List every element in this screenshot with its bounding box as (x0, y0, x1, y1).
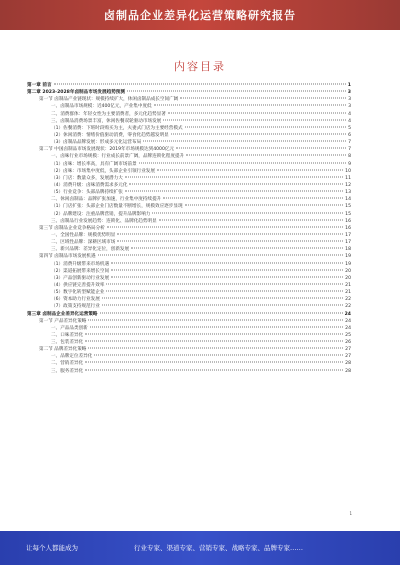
toc-entry-row[interactable] (27, 103, 351, 110)
toc-entry-page: 28 (345, 368, 351, 374)
toc-entry-row[interactable] (27, 189, 351, 196)
toc-dot-leader (54, 84, 346, 85)
toc-dot-leader (159, 219, 343, 220)
toc-entry-page: 14 (345, 197, 351, 203)
toc-entry-label: （1）门店扩张：头部企业门店数量不断增长，规模效应逐步显现 (51, 204, 183, 210)
toc-entry-label: 第一章 前言 (27, 83, 52, 88)
toc-entry-row[interactable] (27, 253, 351, 260)
toc-entry-row[interactable] (27, 153, 351, 160)
report-title: 卤制品企业差异化运营策略研究报告 (104, 9, 296, 22)
toc-entry-label: （4）消费升级：卤味消费需求多元化 (51, 182, 128, 188)
toc-entry-row[interactable] (27, 182, 351, 189)
toc-entry-row[interactable] (27, 146, 351, 153)
toc-entry-page: 12 (345, 182, 351, 188)
toc-entry-label: 三、包装差异化 (51, 340, 84, 346)
toc-entry-label: 二、营销差异化 (51, 361, 84, 367)
toc-dot-leader (85, 369, 343, 370)
toc-entry-page: 19 (345, 254, 351, 260)
footer-bar (0, 531, 400, 565)
toc-entry-label: （3）门店：数量众多，发展潜力大 (51, 175, 123, 181)
toc-entry-row[interactable] (27, 353, 351, 360)
toc-entry-page: 3 (347, 90, 351, 96)
toc-entry-page: 27 (345, 347, 351, 353)
toc-dot-leader (185, 126, 347, 127)
toc-dot-leader (102, 305, 343, 306)
toc-entry-page: 6 (348, 132, 351, 138)
header-bar (0, 0, 400, 30)
toc-dot-leader (186, 155, 346, 156)
toc-entry-page: 26 (345, 340, 351, 346)
toc-entry-label: （1）卤味：增长率高，具有广阔市场前景 (51, 161, 137, 167)
toc-entry-page: 24 (345, 318, 351, 324)
toc-entry-row[interactable] (27, 339, 351, 346)
toc-entry-label: （1）消费升级带来市场机遇 (51, 261, 110, 267)
toc-dot-leader (163, 119, 346, 120)
toc-dot-leader (125, 176, 343, 177)
toc-entry-label: （6）资本助力行业发展 (51, 297, 100, 303)
toc-entry-page: 3 (348, 97, 351, 103)
toc-entry-label: （2）卤味：市场集中度低，头部企业引领行业发展 (51, 168, 155, 174)
toc-entry-row[interactable] (27, 289, 351, 296)
toc-entry-label: （3）卤制品品牌发展：形成多元化运营布局 (51, 140, 142, 146)
toc-dot-leader (157, 169, 343, 170)
toc-entry-page: 28 (345, 361, 351, 367)
toc-entry-label: 三、服务差异化 (51, 368, 84, 374)
toc-entry-row[interactable] (27, 275, 351, 282)
toc-entry-label: 三、新兴品牌：差异化定位，创新发展 (51, 247, 130, 253)
toc-entry-page: 1 (347, 83, 351, 88)
toc-dot-leader (176, 148, 346, 149)
toc-entry-label: 第一节 卤制品产业链现状：规模持续扩大，休闲卤制品成长空间广阔 (39, 97, 179, 103)
toc-entry-page: 18 (345, 247, 351, 253)
toc-entry-label: 第二节 中国卤制品市场发展现状：2019年市场规模达到4000亿元 (39, 147, 175, 153)
toc-entry-label: 第二章 2023-2028年卤制品市场发展趋势预测 (27, 90, 125, 96)
toc-dot-leader (180, 98, 346, 99)
toc-entry-page: 7 (348, 140, 351, 146)
toc-entry-row[interactable] (27, 261, 351, 268)
toc-dot-leader (125, 191, 343, 192)
toc-dot-leader (127, 91, 346, 92)
toc-entry-page: 10 (345, 168, 351, 174)
toc-dot-leader (100, 312, 343, 313)
toc-entry-page: 25 (345, 332, 351, 338)
toc-entry-row[interactable] (27, 246, 351, 253)
toc-entry-page: 21 (345, 282, 351, 288)
toc-entry-row[interactable] (27, 303, 351, 310)
toc-entry-label: 二、区域性品牌：深耕区域市场 (51, 240, 116, 246)
toc-entry-row[interactable] (27, 282, 351, 289)
toc-dot-leader (98, 255, 344, 256)
toc-entry-label: （5）行业竞争：头部品牌持续扩张 (51, 190, 123, 196)
toc-entry-label: 第一节 产品差异化策略 (39, 318, 87, 324)
footer-tagline: 行业专家、渠道专家、营销专家、战略专家、品牌专家…… (134, 544, 303, 552)
toc-entry-page: 20 (345, 275, 351, 281)
toc-dot-leader (152, 212, 343, 213)
toc-entry-row[interactable] (27, 125, 351, 132)
toc-dot-leader (88, 348, 343, 349)
toc-entry-row[interactable] (27, 132, 351, 139)
toc-entry-label: （1）佐餐消费：下班时段购买为主，夫妻式门店为主要经营模式 (51, 125, 183, 131)
toc-dot-leader (154, 105, 346, 106)
toc-entry-row[interactable] (27, 318, 351, 325)
toc-entry-row[interactable] (27, 203, 351, 210)
toc-dot-leader (117, 233, 343, 234)
toc-entry-row[interactable] (27, 175, 351, 182)
toc-entry-label: 一、卤制品市场规模：近400亿元，产业集中度低 (51, 104, 152, 110)
toc-dot-leader (129, 183, 343, 184)
toc-entry-row[interactable] (27, 111, 351, 118)
page-number: 1 (349, 511, 352, 516)
toc-chapter-row[interactable] (27, 82, 351, 89)
table-of-contents (27, 82, 351, 375)
toc-entry-page: 24 (345, 325, 351, 331)
toc-entry-label: （2）品牌建设：注重品牌营销，提升品牌影响力 (51, 211, 151, 217)
toc-entry-page: 11 (345, 175, 351, 181)
toc-entry-label: 第四节 卤制品市场发展机遇 (39, 254, 96, 260)
toc-entry-page: 22 (345, 297, 351, 303)
toc-entry-page: 22 (345, 304, 351, 310)
toc-entry-label: （2）渠道拓展带来增长空间 (51, 268, 110, 274)
toc-entry-page: 7 (348, 147, 351, 153)
toc-dot-leader (85, 341, 343, 342)
toc-dot-leader (94, 355, 343, 356)
toc-entry-page: 21 (345, 290, 351, 296)
toc-entry-row[interactable] (27, 232, 351, 239)
toc-entry-page: 8 (348, 154, 351, 160)
toc-dot-leader (106, 283, 343, 284)
toc-entry-label: 第二节 品牌差异化策略 (39, 347, 87, 353)
toc-entry-page: 4 (348, 118, 351, 124)
toc-entry-label: （4）供应链完善提升效率 (51, 282, 105, 288)
toc-entry-label: 第三节 卤制品企业竞争格局分析 (39, 225, 105, 231)
toc-dot-leader (102, 298, 343, 299)
toc-dot-leader (111, 262, 343, 263)
toc-entry-label: 一、卤味行业市场规模：行业成长前景广阔，品牌连锁化程度提升 (51, 154, 185, 160)
toc-entry-page: 5 (348, 125, 351, 131)
toc-dot-leader (85, 333, 343, 334)
toc-chapter-row[interactable] (27, 89, 351, 96)
toc-dot-leader (171, 133, 346, 134)
toc-entry-page: 24 (344, 311, 351, 317)
toc-dot-leader (168, 112, 346, 113)
toc-entry-label: 二、消费群体：年轻女性为主要消费者，多元化趋势显著 (51, 111, 166, 117)
toc-dot-leader (131, 248, 343, 249)
toc-entry-label: （3）产品创新驱动行业发展 (51, 275, 110, 281)
toc-dot-leader (185, 205, 344, 206)
toc-dot-leader (111, 276, 343, 277)
toc-entry-row[interactable] (27, 139, 351, 146)
toc-entry-row[interactable] (27, 346, 351, 353)
toc-dot-leader (139, 162, 346, 163)
toc-entry-page: 13 (345, 190, 351, 196)
toc-entry-row[interactable] (27, 296, 351, 303)
toc-dot-leader (117, 241, 343, 242)
toc-entry-row[interactable] (27, 211, 351, 218)
toc-entry-row[interactable] (27, 225, 351, 232)
toc-entry-row[interactable] (27, 161, 351, 168)
toc-entry-label: （2）休闲消费：情绪价值驱动消费，零食化趋势越发明显 (51, 132, 169, 138)
toc-chapter-row[interactable] (27, 311, 351, 318)
toc-heading: 内容目录 (174, 60, 226, 73)
toc-dot-leader (111, 269, 343, 270)
toc-dot-leader (143, 141, 346, 142)
toc-entry-label: 一、产品品类创新 (51, 325, 88, 331)
toc-entry-page: 15 (345, 211, 351, 217)
toc-entry-page: 9 (348, 161, 351, 167)
toc-dot-leader (88, 319, 343, 320)
toc-entry-label: 一、品牌定位差异化 (51, 354, 93, 360)
toc-dot-leader (163, 198, 343, 199)
toc-entry-label: 三、卤制品消费场景丰富，休闲佐餐双轮驱动市场发展 (51, 118, 162, 124)
toc-entry-row[interactable] (27, 196, 351, 203)
toc-entry-row[interactable] (27, 332, 351, 339)
toc-entry-page: 16 (345, 218, 351, 224)
toc-entry-page: 20 (345, 268, 351, 274)
toc-entry-page: 17 (345, 240, 351, 246)
toc-entry-row[interactable] (27, 96, 351, 103)
toc-entry-page: 17 (345, 232, 351, 238)
toc-entry-row[interactable] (27, 118, 351, 125)
toc-entry-page: 27 (345, 354, 351, 360)
toc-entry-row[interactable] (27, 268, 351, 275)
toc-entry-page: 19 (345, 261, 351, 267)
toc-dot-leader (90, 326, 343, 327)
toc-entry-label: 二、休闲卤制品：品牌扩张加速，行业集中度持续提升 (51, 197, 162, 203)
toc-entry-row[interactable] (27, 218, 351, 225)
toc-dot-leader (107, 226, 343, 227)
toc-entry-label: （7）政策支持规范行业 (51, 304, 100, 310)
toc-entry-page: 4 (348, 111, 351, 117)
toc-entry-label: 一、全国性品牌：规模优势明显 (51, 232, 116, 238)
toc-entry-row[interactable] (27, 360, 351, 367)
toc-entry-row[interactable] (27, 368, 351, 375)
toc-entry-row[interactable] (27, 239, 351, 246)
toc-entry-row[interactable] (27, 325, 351, 332)
toc-entry-label: 二、口味差异化 (51, 332, 84, 338)
toc-entry-row[interactable] (27, 168, 351, 175)
toc-entry-page: 15 (345, 204, 351, 210)
toc-entry-page: 16 (345, 225, 351, 231)
toc-entry-page: 3 (348, 104, 351, 110)
toc-dot-leader (85, 362, 343, 363)
toc-entry-label: （5）数字化转型赋能企业 (51, 290, 105, 296)
toc-entry-label: 三、卤制品行业发展趋势：连锁化、品牌化趋势明显 (51, 218, 157, 224)
toc-entry-label: 第三章 卤制品企业差异化运营策略 (27, 311, 98, 317)
footer-slogan: 让每个人都能成为 (26, 544, 78, 552)
toc-dot-leader (106, 291, 343, 292)
